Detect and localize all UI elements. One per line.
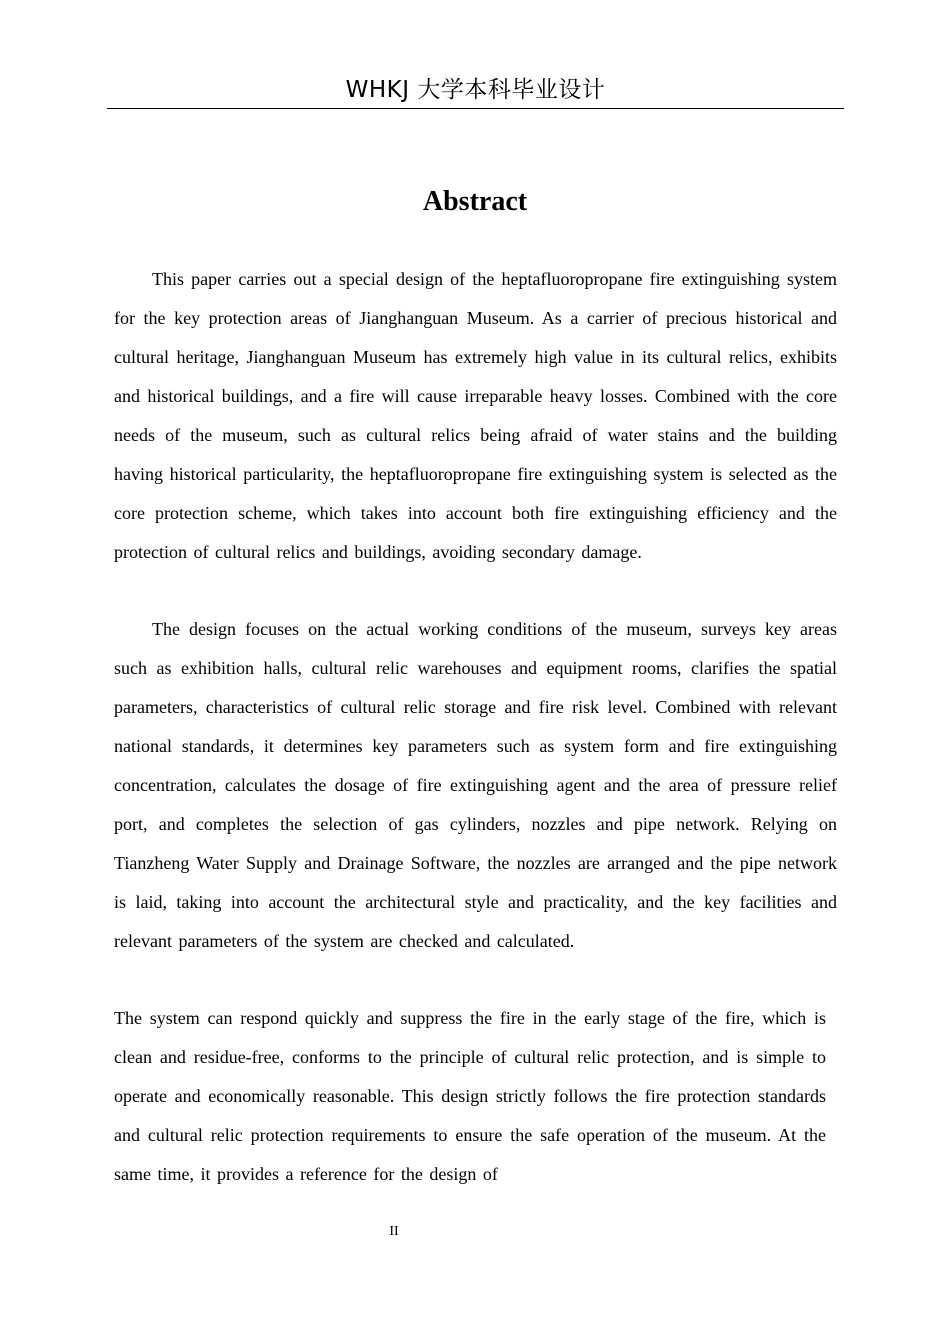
page-number: II xyxy=(389,1224,399,1239)
abstract-paragraph-1: This paper carries out a special design of the heptafluoropropane fire extinguishing system for the key protection areas of Jianghanguan Museum. As a carrier of precious historical and cultural heritage, Jianghanguan Museum has extremely high value in its cultural relics, exhibits and historical buildings, and a fire will cause irreparable heavy losses. Combined with the core needs of the museum, such as cultural relics being afraid of water stains and the building having historical particularity, the heptafluoropropane fire extinguishing system is selected as the core protection scheme, which takes into account both fire extinguishing efficiency and the protection of cultural relics and buildings, avoiding secondary damage. xyxy=(114,269,837,562)
page-header: WHKJ 大学本科毕业设计 xyxy=(107,72,844,109)
abstract-paragraph-3: The system can respond quickly and suppress the fire in the early stage of the fire, which is clean and residue-free, conforms to the principle of cultural relic protection, and is simple to operate and economically reasonable. This design strictly follows the fire protection standards and cultural relic protection requirements to ensure the safe operation of the museum. At the same time, it provides a reference for the design of xyxy=(114,1008,826,1184)
abstract-paragraph-2: The design focuses on the actual working conditions of the museum, surveys key areas such as exhibition halls, cultural relic warehouses and equipment rooms, clarifies the spatial parameters, characteristics of cultural relic storage and fire risk level. Combined with relevant national standards, it determines key parameters such as system form and fire extinguishing concentration, calculates the dosage of fire extinguishing agent and the area of pressure relief port, and completes the selection of gas cylinders, nozzles and pipe network. Relying on Tianzheng Water Supply and Drainage Software, the nozzles are arranged and the pipe network is laid, taking into account the architectural style and practicality, and the key facilities and relevant parameters of the system are checked and calculated. xyxy=(114,619,837,951)
abstract-title: Abstract xyxy=(422,186,528,217)
